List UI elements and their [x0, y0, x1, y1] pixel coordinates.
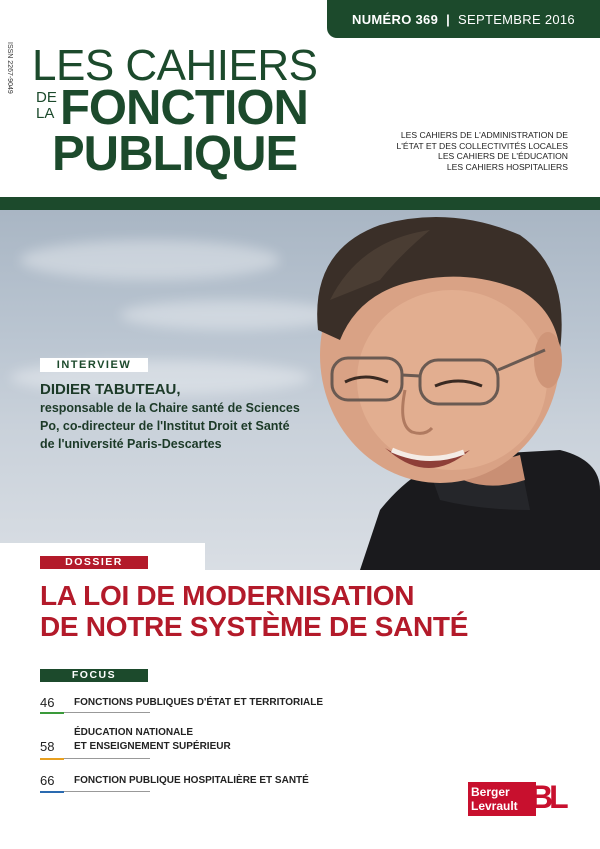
dossier-label: DOSSIER: [40, 556, 148, 569]
masthead-de-la: DE LA: [36, 89, 57, 122]
related-publication-line: LES CAHIERS HOSPITALIERS: [446, 162, 568, 173]
focus-page-number: 58: [40, 739, 55, 754]
masthead-les-cahiers: LES CAHIERS: [32, 41, 318, 90]
focus-item-title: ÉDUCATION NATIONALE: [74, 727, 194, 738]
related-publication-line: LES CAHIERS DE L'ADMINISTRATION DE: [400, 130, 568, 140]
publisher-mark: BL: [530, 779, 565, 815]
focus-item-title: FONCTIONS PUBLIQUES D'ÉTAT ET TERRITORIALE: [74, 697, 324, 708]
masthead-publique: PUBLIQUE: [52, 127, 298, 181]
publisher-logo-box: [468, 782, 536, 816]
masthead-fonction: FONCTION: [60, 81, 308, 135]
focus-page-number: 46: [40, 695, 55, 710]
issn-text: ISSN 2267-9049: [6, 42, 13, 94]
issue-number: NUMÉRO 369: [352, 11, 439, 27]
publisher-logo: [468, 779, 568, 816]
dossier-title-line: DE NOTRE SYSTÈME DE SANTÉ: [40, 611, 469, 643]
focus-underline-rule: [64, 712, 150, 713]
dossier-title: [40, 580, 560, 643]
interviewee-name: DIDIER TABUTEAU,: [40, 381, 181, 398]
issue-banner: [327, 0, 600, 38]
publisher-name-line1: Berger: [471, 785, 510, 799]
focus-item-title-line2: ET ENSEIGNEMENT SUPÉRIEUR: [74, 741, 231, 752]
focus-underline-rule: [64, 791, 150, 792]
related-publication-line: LES CAHIERS DE L'ÉDUCATION: [438, 151, 568, 162]
related-publications: [360, 130, 568, 173]
interviewee-description: responsable de la Chaire santé de Sciences Po, co-directeur de l'Institut Droit et Santé de l'université Paris-Descartes: [40, 401, 300, 451]
focus-underline-rule: [64, 758, 150, 759]
focus-underline: [40, 791, 64, 793]
focus-label: FOCUS: [40, 669, 148, 682]
related-publication-line: L'ÉTAT ET DES COLLECTIVITÉS LOCALES: [396, 140, 568, 151]
focus-item-title: FONCTION PUBLIQUE HOSPITALIÈRE ET SANTÉ: [74, 775, 309, 786]
issue-date: SEPTEMBRE 2016: [458, 11, 575, 27]
interview-label: INTERVIEW: [40, 358, 148, 372]
focus-underline: [40, 712, 64, 714]
issue-separator: |: [446, 11, 451, 27]
header-divider-bar: [0, 197, 600, 210]
publisher-name-line2: Levrault: [471, 799, 518, 813]
issn-block: [3, 42, 15, 152]
focus-page-number: 66: [40, 773, 55, 788]
dossier-title-line: LA LOI DE MODERNISATION: [40, 580, 415, 611]
focus-underline: [40, 758, 64, 760]
